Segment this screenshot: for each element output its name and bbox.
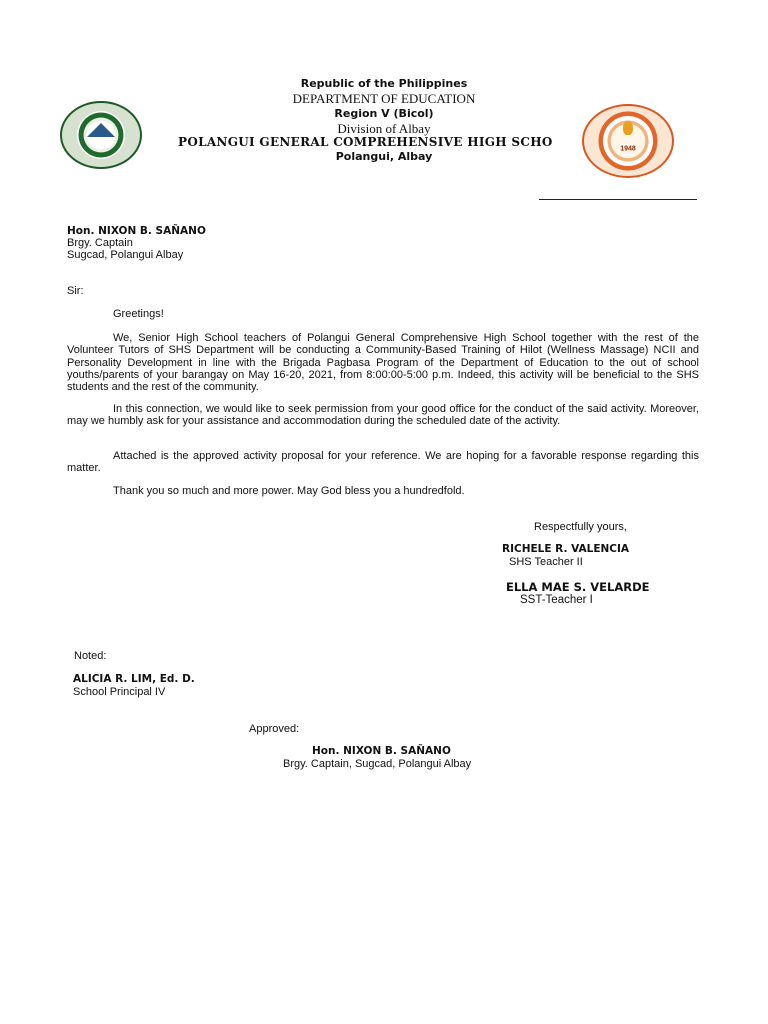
header-school: POLANGUI GENERAL COMPREHENSIVE HIGH SCHO — [178, 135, 553, 149]
greeting: Greetings! — [113, 308, 164, 320]
signatory-name-1: RICHELE R. VALENCIA — [502, 543, 630, 555]
approved-name: Hon. NIXON B. SAÑANO — [312, 745, 451, 757]
signatory-name-2: ELLA MAE S. VELARDE — [506, 580, 650, 594]
body-paragraph-4: Thank you so much and more power. May God bless you a hundredfold. — [113, 485, 465, 497]
signatory-position-1: SHS Teacher II — [509, 556, 583, 568]
approved-label: Approved: — [249, 723, 300, 735]
closing: Respectfully yours, — [534, 521, 627, 533]
recipient-address: Sugcad, Polangui Albay — [67, 249, 184, 261]
header-republic: Republic of the Philippines — [300, 77, 468, 90]
date-line — [539, 199, 697, 200]
approved-position: Brgy. Captain, Sugcad, Polangui Albay — [283, 758, 472, 770]
seal-year: 1948 — [620, 145, 636, 153]
noted-label: Noted: — [74, 650, 107, 662]
noted-name: ALICIA R. LIM, Ed. D. — [73, 673, 195, 685]
recipient-name: Hon. NIXON B. SAÑANO — [67, 225, 206, 237]
header-region: Region V (Bicol) — [334, 107, 434, 120]
signatory-position-2: SST-Teacher I — [520, 594, 593, 606]
header-location: Polangui, Albay — [335, 150, 433, 163]
body-paragraph-2: In this connection, we would like to seek permission from your good office for the conduct of the said activity. Moreover, may we humbly ask for your assistance and accommodation during the scheduled date of the activity. — [67, 403, 699, 428]
salutation: Sir: — [67, 285, 84, 297]
body-paragraph-3: Attached is the approved activity proposal for your reference. We are hoping for a favorable response regarding this matter. — [67, 450, 699, 475]
body-paragraph-1: We, Senior High School teachers of Polangui General Comprehensive High School together with the rest of the Volunteer Tutors of SHS Department will be conducting a Community-Based Training of Hilot (Wellness Massage) NCII and Personality Development in line with the Brigada Pagbasa Program of the Department of Education to the out of school youths/parents of your barangay on May 16-20, 2021, from 8:00:00-5:00 p.m. Indeed, this activity will be beneficial to the SHS students and the rest of the community. — [67, 332, 699, 394]
header-department: DEPARTMENT OF EDUCATION — [292, 91, 476, 106]
header-division: Division of Albay — [337, 121, 431, 136]
recipient-title: Brgy. Captain — [67, 237, 133, 249]
noted-position: School Principal IV — [73, 686, 166, 698]
